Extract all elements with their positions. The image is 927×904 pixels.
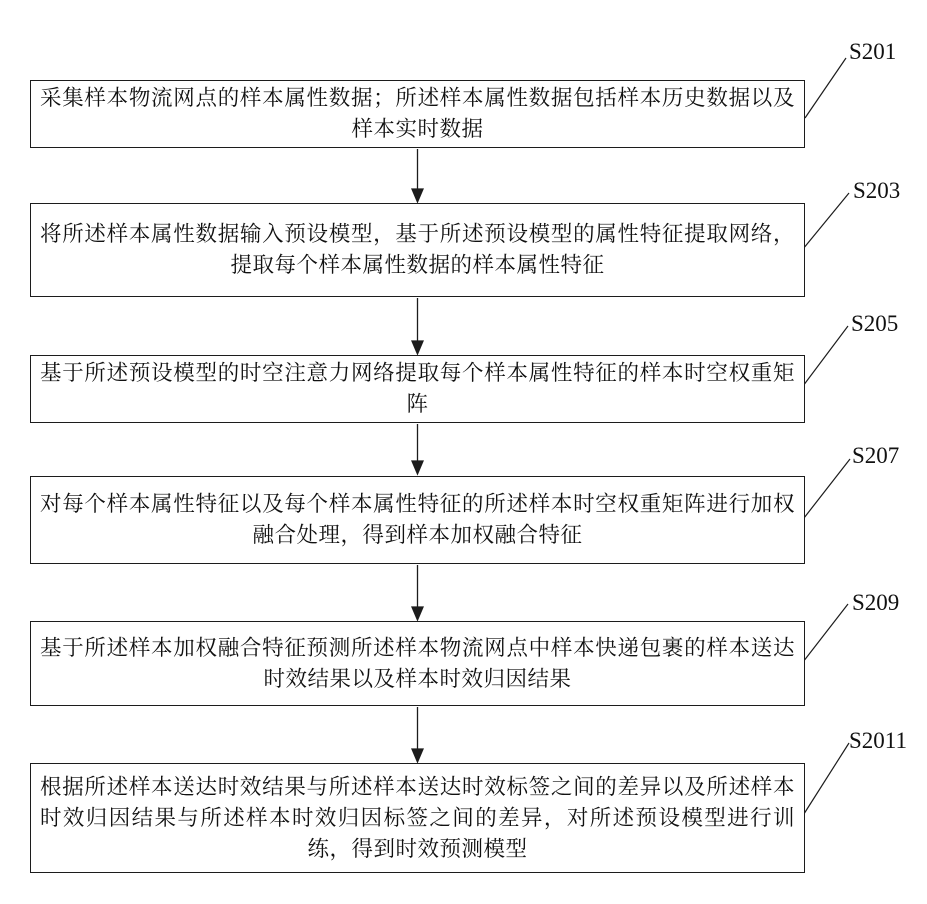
flow-step-text-2: 将所述样本属性数据输入预设模型，基于所述预设模型的属性特征提取网络，提取每个样本属性数据的样本属性特征	[40, 222, 795, 277]
step-label-s207: S207	[852, 443, 900, 468]
leader-line-s2011	[802, 743, 849, 817]
flow-step-box-5	[30, 621, 805, 706]
flow-step-text-4: 对每个样本属性特征以及每个样本属性特征的所述样本时空权重矩阵进行加权融合处理，得到样本加权融合特征	[40, 492, 795, 547]
flow-step-box-6	[30, 763, 805, 873]
step-label-s205: S205	[851, 311, 899, 336]
leader-line-s201	[805, 58, 846, 118]
arrow-head-4	[412, 607, 423, 620]
leader-line-s209	[803, 604, 848, 662]
label-leader-lines	[802, 58, 850, 817]
arrow-head-2	[412, 341, 423, 354]
step-label-s2011: S2011	[849, 728, 907, 753]
flow-step-text-3: 基于所述预设模型的时空注意力网络提取每个样本属性特征的样本时空权重矩阵	[40, 361, 795, 416]
leader-line-s207	[804, 459, 850, 518]
flow-step-box-3	[30, 355, 805, 423]
flow-step-box-4	[30, 476, 805, 564]
flow-step-box-1	[30, 80, 805, 148]
flow-step-text-5: 基于所述样本加权融合特征预测所述样本物流网点中样本快递包裹的样本送达时效结果以及样本时效归因结果	[40, 635, 795, 691]
leader-line-s205	[803, 326, 848, 386]
step-label-s201: S201	[849, 39, 897, 64]
leader-line-s203	[803, 193, 849, 249]
step-label-s209: S209	[852, 590, 900, 615]
step-label-s203: S203	[853, 178, 901, 203]
arrow-head-5	[412, 749, 423, 762]
flow-step-box-2	[30, 203, 805, 297]
arrow-head-3	[412, 461, 423, 474]
arrow-head-1	[412, 189, 423, 202]
flow-step-text-6: 根据所述样本送达时效结果与所述样本送达时效标签之间的差异以及所述样本时效归因结果与所述样本时效归因标签之间的差异，对所述预设模型进行训练，得到时效预测模型	[40, 774, 795, 861]
flow-step-text-1: 采集样本物流网点的样本属性数据；所述样本属性数据包括样本历史数据以及样本实时数据	[40, 86, 795, 141]
